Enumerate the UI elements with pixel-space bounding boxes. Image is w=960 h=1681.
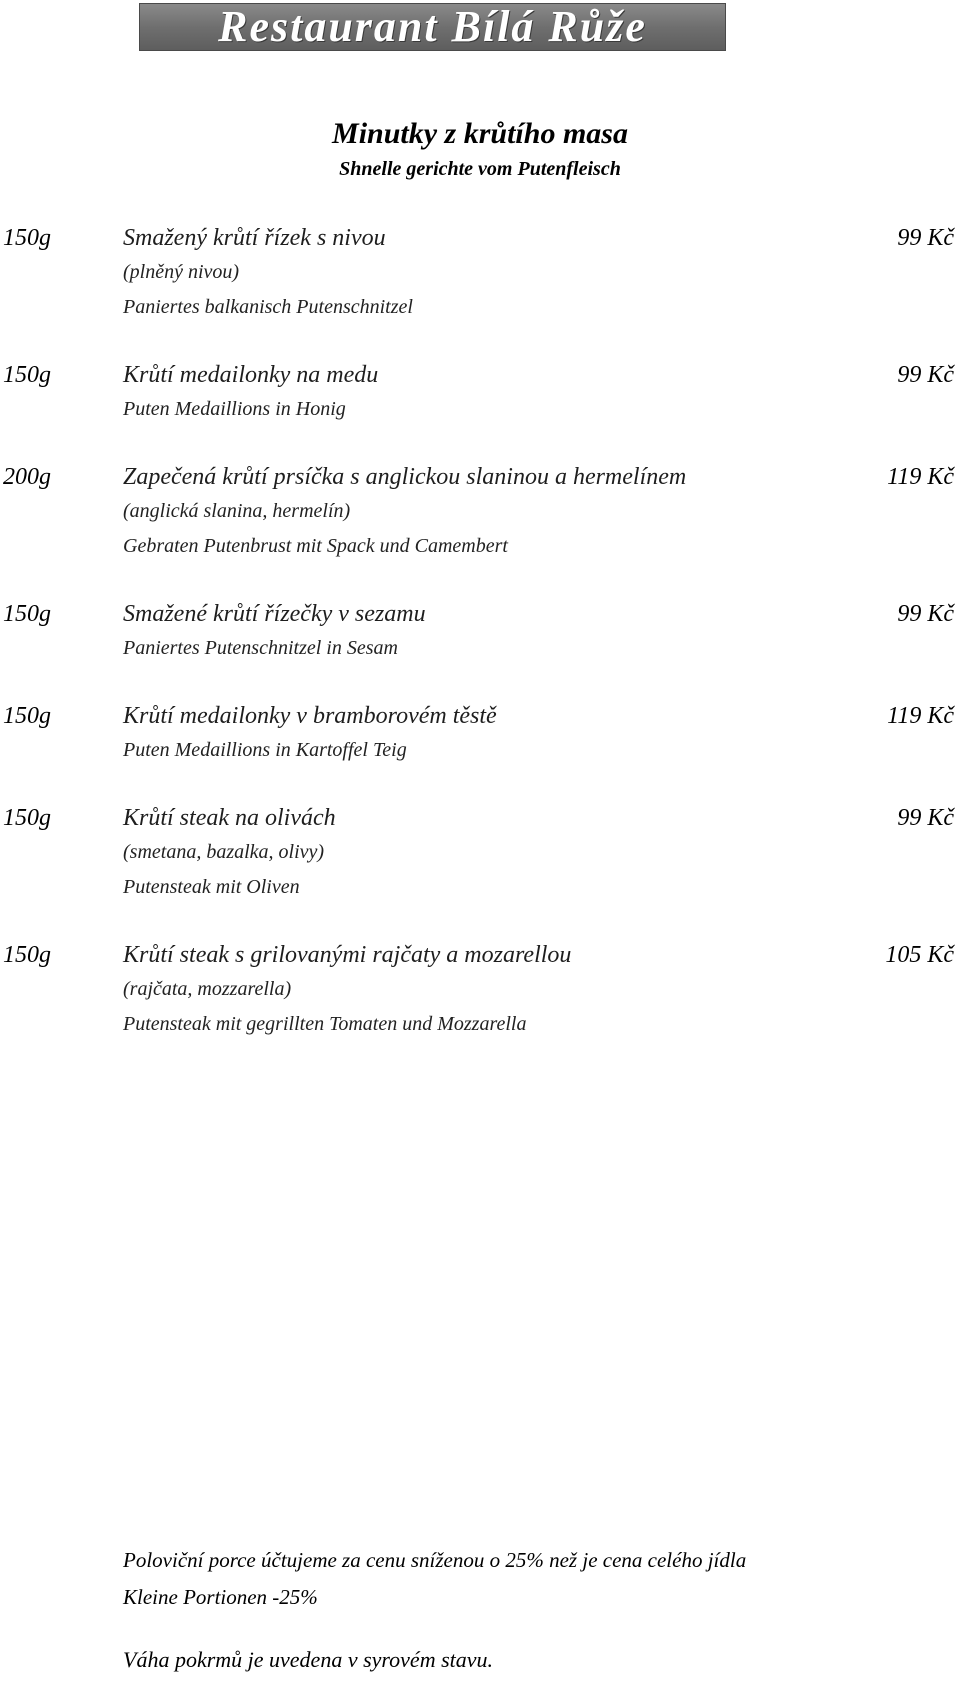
item-name-cz: Krůtí medailonky v bramborovém těstě xyxy=(123,703,497,729)
item-name-de: Putensteak mit Oliven xyxy=(123,876,300,898)
item-price: 105 Kč xyxy=(885,942,954,968)
item-name-cz: Krůtí medailonky na medu xyxy=(123,362,379,388)
item-name-cz: Smažené krůtí řízečky v sezamu xyxy=(123,601,426,627)
menu-item xyxy=(0,700,960,768)
item-weight: 150g xyxy=(3,601,51,627)
item-price: 99 Kč xyxy=(897,805,954,831)
menu-item xyxy=(0,802,960,905)
menu-item xyxy=(0,461,960,564)
item-name-cz: Krůtí steak s grilovanými rajčaty a mozarellou xyxy=(123,942,572,968)
item-weight: 150g xyxy=(3,703,51,729)
item-name-de: Puten Medaillions in Kartoffel Teig xyxy=(123,739,407,761)
item-ingredients: (anglická slanina, hermelín) xyxy=(123,500,351,522)
item-weight: 150g xyxy=(3,942,51,968)
item-price: 119 Kč xyxy=(887,464,954,490)
menu-item xyxy=(0,222,960,325)
restaurant-logo xyxy=(139,3,726,51)
page-title: Minutky z krůtího masa xyxy=(332,117,628,150)
item-price: 99 Kč xyxy=(897,362,954,388)
item-name-de: Paniertes balkanisch Putenschnitzel xyxy=(123,296,413,318)
item-name-cz: Krůtí steak na olivách xyxy=(123,805,336,831)
menu-item xyxy=(0,939,960,1042)
item-name-de: Gebraten Putenbrust mit Spack und Camembert xyxy=(123,535,508,557)
logo-text: Restaurant Bílá Růže xyxy=(218,3,647,51)
item-name-cz: Smažený krůtí řízek s nivou xyxy=(123,225,386,251)
item-ingredients: (smetana, bazalka, olivy) xyxy=(123,841,325,863)
item-weight: 150g xyxy=(3,805,51,831)
page-subtitle: Shnelle gerichte vom Putenfleisch xyxy=(339,158,621,180)
item-name-cz: Zapečená krůtí prsíčka s anglickou slaninou a hermelínem xyxy=(123,464,687,490)
item-weight: 150g xyxy=(3,225,51,251)
item-name-de: Paniertes Putenschnitzel in Sesam xyxy=(123,637,398,659)
half-portion-note-cz: Poloviční porce účtujeme za cenu sníženou o 25% než je cena celého jídla xyxy=(123,1548,747,1572)
item-weight: 150g xyxy=(3,362,51,388)
item-weight: 200g xyxy=(3,464,51,490)
item-price: 99 Kč xyxy=(897,225,954,251)
item-price: 99 Kč xyxy=(897,601,954,627)
half-portion-note-de: Kleine Portionen -25% xyxy=(123,1585,318,1609)
item-price: 119 Kč xyxy=(887,703,954,729)
item-name-de: Putensteak mit gegrillten Tomaten und Mozzarella xyxy=(123,1013,527,1035)
weight-note: Váha pokrmů je uvedena v syrovém stavu. xyxy=(123,1647,494,1672)
menu-item xyxy=(0,598,960,666)
menu-item xyxy=(0,359,960,427)
menu-list xyxy=(0,222,960,1042)
item-ingredients: (rajčata, mozzarella) xyxy=(123,978,292,1000)
item-name-de: Puten Medaillions in Honig xyxy=(123,398,346,420)
item-ingredients: (plněný nivou) xyxy=(123,261,240,283)
